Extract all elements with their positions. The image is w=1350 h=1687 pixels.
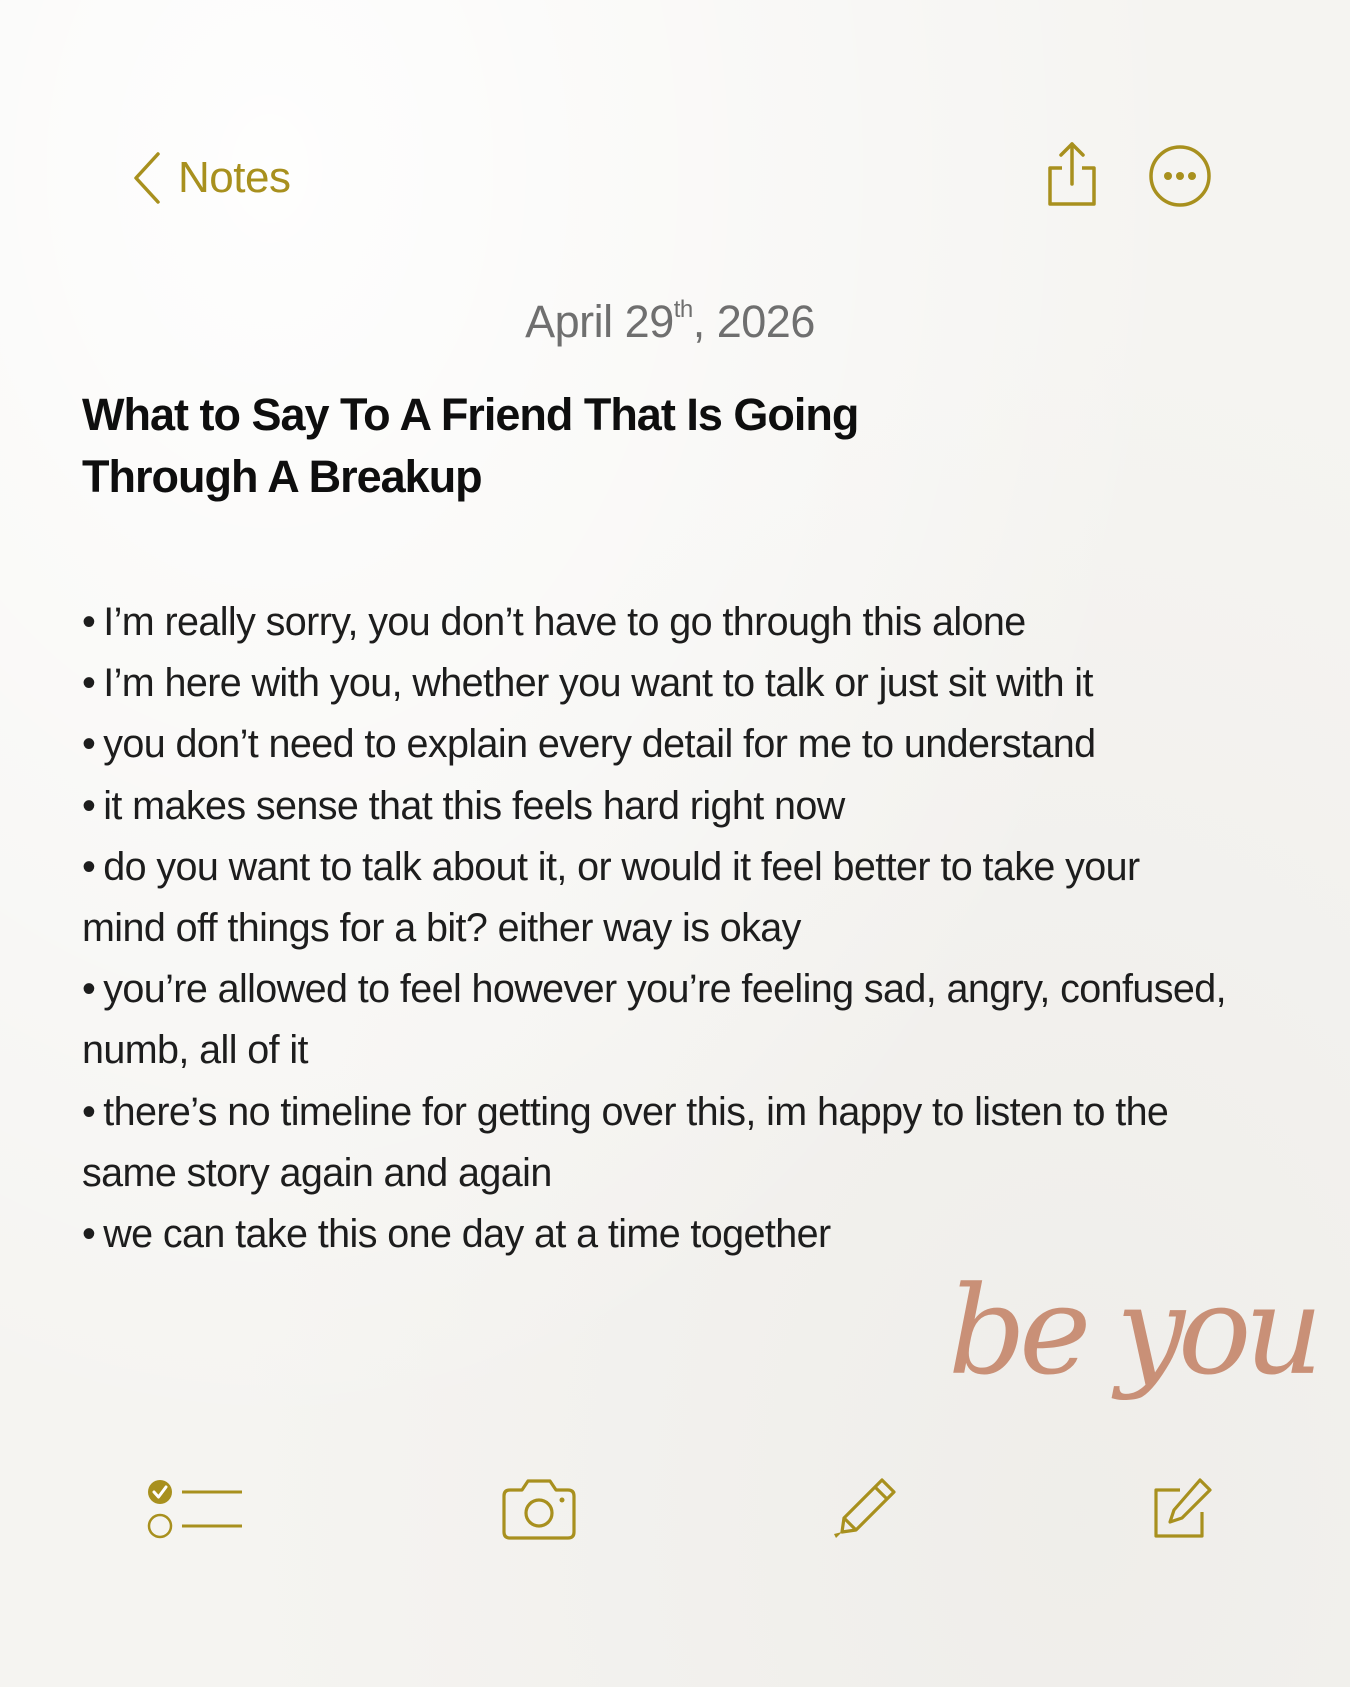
share-icon[interactable] — [1044, 140, 1100, 208]
camera-icon[interactable] — [500, 1476, 578, 1542]
back-label: Notes — [178, 153, 291, 202]
more-icon[interactable] — [1148, 144, 1212, 208]
pen-icon[interactable] — [830, 1476, 898, 1542]
note-date — [0, 296, 1340, 348]
list-item: • we can take this one day at a time together — [82, 1204, 1232, 1265]
date-suffix: th — [673, 296, 693, 323]
date-prefix: April 29 — [525, 296, 674, 347]
list-item: • do you want to talk about it, or would it feel better to take your mind off things for a bit? either way is okay — [82, 837, 1232, 959]
be-you-script: be you — [948, 1260, 1317, 1402]
list-item: • you don’t need to explain every detail for me to understand — [82, 714, 1232, 775]
note-title: What to Say To A Friend That Is Going Through A Breakup — [82, 389, 859, 502]
chevron-left-icon — [132, 151, 162, 205]
list-item: • you’re allowed to feel however you’re feeling sad, angry, confused, numb, all of it — [82, 959, 1232, 1081]
compose-icon[interactable] — [1150, 1476, 1214, 1542]
list-item: • I’m here with you, whether you want to talk or just sit with it — [82, 653, 1232, 714]
note-body-list — [82, 592, 1232, 1265]
list-item: • there’s no timeline for getting over this, im happy to listen to the same story again and again — [82, 1082, 1232, 1204]
back-button[interactable] — [132, 148, 290, 208]
list-item: • it makes sense that this feels hard right now — [82, 776, 1232, 837]
date-year: , 2026 — [692, 296, 815, 347]
checklist-icon[interactable] — [146, 1476, 246, 1544]
list-item: • I’m really sorry, you don’t have to go through this alone — [82, 592, 1232, 653]
